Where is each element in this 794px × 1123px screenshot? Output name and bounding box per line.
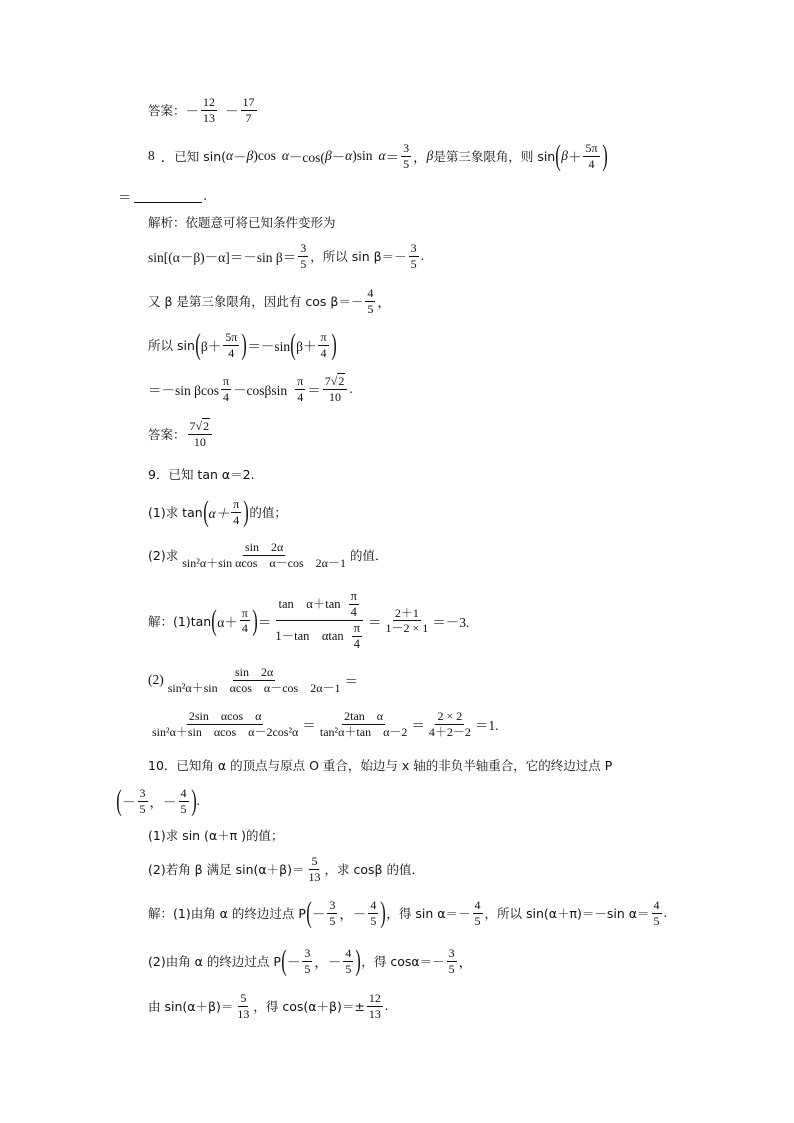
solution-10-part2-cont: 由 sin(α＋β)＝ $\frac{5}{13}$ ，得 cos(α＋β)＝± $\frac{12}{13}$ . xyxy=(148,991,389,1021)
fraction: tan α＋tan $\frac{\pi}{4}$ 1－tan αtan $\frac{\pi}{4}$ xyxy=(273,590,366,652)
question-8: 8 ． 已知 sin( α － β )cos α －cos( β － α )sin α ＝ $\frac{3}{5}$ ， β 是第三象限角，则 sin ( β ＋ $\frac{5\pi}{4}$ ) xyxy=(148,139,608,172)
solution-8-line4: 所以 sin ( β＋ $\frac{5\pi}{4}$ ) ＝－sin ( β＋ $\frac{\pi}{4}$ ) xyxy=(148,328,337,361)
fraction: $\frac{12}{13}$ xyxy=(203,95,216,125)
fraction: $\frac{3}{5}$ xyxy=(403,140,410,171)
fraction: $\frac{3}{5}$ xyxy=(139,785,146,816)
fraction: $\frac{4}{5}$ xyxy=(370,897,377,928)
solution-8-line2: sin[(α－β)－α]＝－sin β＝ $\frac{3}{5}$ ，所以 sin β＝－ $\frac{3}{5}$ . xyxy=(148,241,424,271)
fraction: $\frac{4}{5}$ xyxy=(180,785,187,816)
fraction: $\frac{\text{2sin αcos α}}{\text{sin²α＋sin αcos α－2cos²α}}$ xyxy=(152,709,299,739)
fraction: $\frac{\sin 2\alpha}{\text{sin²α＋sin αcos α－cos 2α－1}}$ xyxy=(167,665,341,695)
answer-label: 答案： xyxy=(148,103,186,119)
fraction: $\frac{5}{13}$ xyxy=(308,854,321,884)
question-8-blank: ＝ . xyxy=(118,188,207,205)
fraction: $\frac{4}{5}$ xyxy=(474,897,481,928)
fraction: $\frac{\sin 2\alpha}{\text{sin²α＋sin αcos α－cos 2α－1}}$ xyxy=(182,540,346,570)
question-9: 9．已知 tan α＝2. xyxy=(148,467,255,482)
question-10-point: ( － $\frac{3}{5}$ ，－ $\frac{4}{5}$ ) . xyxy=(116,784,200,817)
solution-8-intro: 解析：依题意可将已知条件变形为 xyxy=(148,215,336,230)
fraction: $\frac{5}{13}$ xyxy=(237,991,250,1021)
solution-9-part2: (2) $\frac{\sin 2\alpha}{\text{sin²α＋sin αcos α－cos 2α－1}}$ ＝ xyxy=(148,665,358,695)
fraction: $\frac{4}{5}$ xyxy=(653,897,660,928)
fraction: $\frac{3}{5}$ xyxy=(329,897,336,928)
answer-7: 答案： － $\frac{12}{13}$ － $\frac{17}{7}$ xyxy=(148,95,255,125)
fraction: $\frac{\pi}{4}$ xyxy=(241,605,248,636)
question-10-part2: (2)若角 β 满足 sin(α＋β)＝ $\frac{5}{13}$ ，求 cosβ 的值． xyxy=(148,854,424,884)
solution-10-part2: (2)由角 α 的终边过点 P ( － $\frac{3}{5}$ ，－ $\frac{4}{5}$ ) ，得 cosα＝－ $\frac{3}{5}$ ， xyxy=(148,944,473,977)
fraction: $\frac{7√2}{10}$ xyxy=(323,375,348,403)
fraction: $\frac{5\pi}{4}$ xyxy=(585,140,598,171)
fraction: $\frac{3}{5}$ xyxy=(448,945,455,976)
answer-blank xyxy=(134,190,202,203)
fraction: $\frac{17}{7}$ xyxy=(242,95,255,125)
solution-8-line5: ＝－sin βcos $\frac{\pi}{4}$ －cosβsin $\frac{\pi}{4}$ ＝ $\frac{7√2}{10}$ . xyxy=(148,374,353,404)
fraction: $\frac{2 \times 2}{4+2-2}$ xyxy=(428,709,471,739)
question-10-part1: (1)求 sin (α＋π )的值； xyxy=(148,828,284,843)
solution-8-line3: 又 β 是第三象限角，因此有 cos β＝－ $\frac{4}{5}$ ， xyxy=(148,286,391,316)
fraction: $\frac{\pi}{4}$ xyxy=(233,496,240,527)
fraction: $\frac{4}{5}$ xyxy=(367,286,374,316)
fraction: $\frac{\pi}{4}$ xyxy=(223,374,230,404)
fraction: $\frac{7√2}{10}$ xyxy=(188,420,213,448)
fraction: $\frac{3}{5}$ xyxy=(300,241,307,271)
answer-8: 答案： $\frac{7√2}{10}$ xyxy=(148,420,214,448)
question-9-part2: (2)求 $\frac{\sin 2\alpha}{\text{sin²α＋sin αcos α－cos 2α－1}}$ 的值． xyxy=(148,540,388,570)
fraction: $\frac{\pi}{4}$ xyxy=(297,374,304,404)
solution-9-part2-cont: $\frac{\text{2sin αcos α}}{\text{sin²α＋sin αcos α－2cos²α}}$ ＝ $\frac{\text{2tan α}}{\text{tan²α＋tan α－2}}$ ＝ $\frac{2 \times 2}{4+2-2}$ ＝1. xyxy=(152,709,499,739)
solution-10-part1: 解：(1)由角 α 的终边过点 P ( － $\frac{3}{5}$ ，－ $\frac{4}{5}$ ) ，得 sin α＝－ $\frac{4}{5}$ ，所以 sin(α＋π)＝－sin α＝ $\frac{4}{5}$ . xyxy=(148,896,667,929)
fraction: $\frac{12}{13}$ xyxy=(368,991,381,1021)
fraction: $\frac{3}{5}$ xyxy=(304,945,311,976)
fraction: $\frac{5\pi}{4}$ xyxy=(225,329,238,360)
question-9-part1: (1)求 tan ( α＋ $\frac{\pi}{4}$ ) 的值； xyxy=(148,495,287,528)
solution-9-part1: 解：(1)tan ( α＋ $\frac{\pi}{4}$ ) ＝ tan α＋tan $\frac{\pi}{4}$ 1－tan αtan $\frac{\pi}{4}$ ＝ $\frac{2+1}{1-2 \times 1}$ ＝－3. xyxy=(148,589,470,652)
fraction: $\frac{3}{5}$ xyxy=(410,241,417,271)
question-10: 10．已知角 α 的顶点与原点 O 重合，始边与 x 轴的非负半轴重合，它的终边过点 P xyxy=(148,758,613,773)
fraction: $\frac{\pi}{4}$ xyxy=(320,329,327,360)
fraction: $\frac{2+1}{1-2 \times 1}$ xyxy=(385,605,429,636)
fraction: $\frac{4}{5}$ xyxy=(345,945,352,976)
fraction: $\frac{\text{2tan α}}{\text{tan²α＋tan α－2}}$ xyxy=(319,709,408,739)
